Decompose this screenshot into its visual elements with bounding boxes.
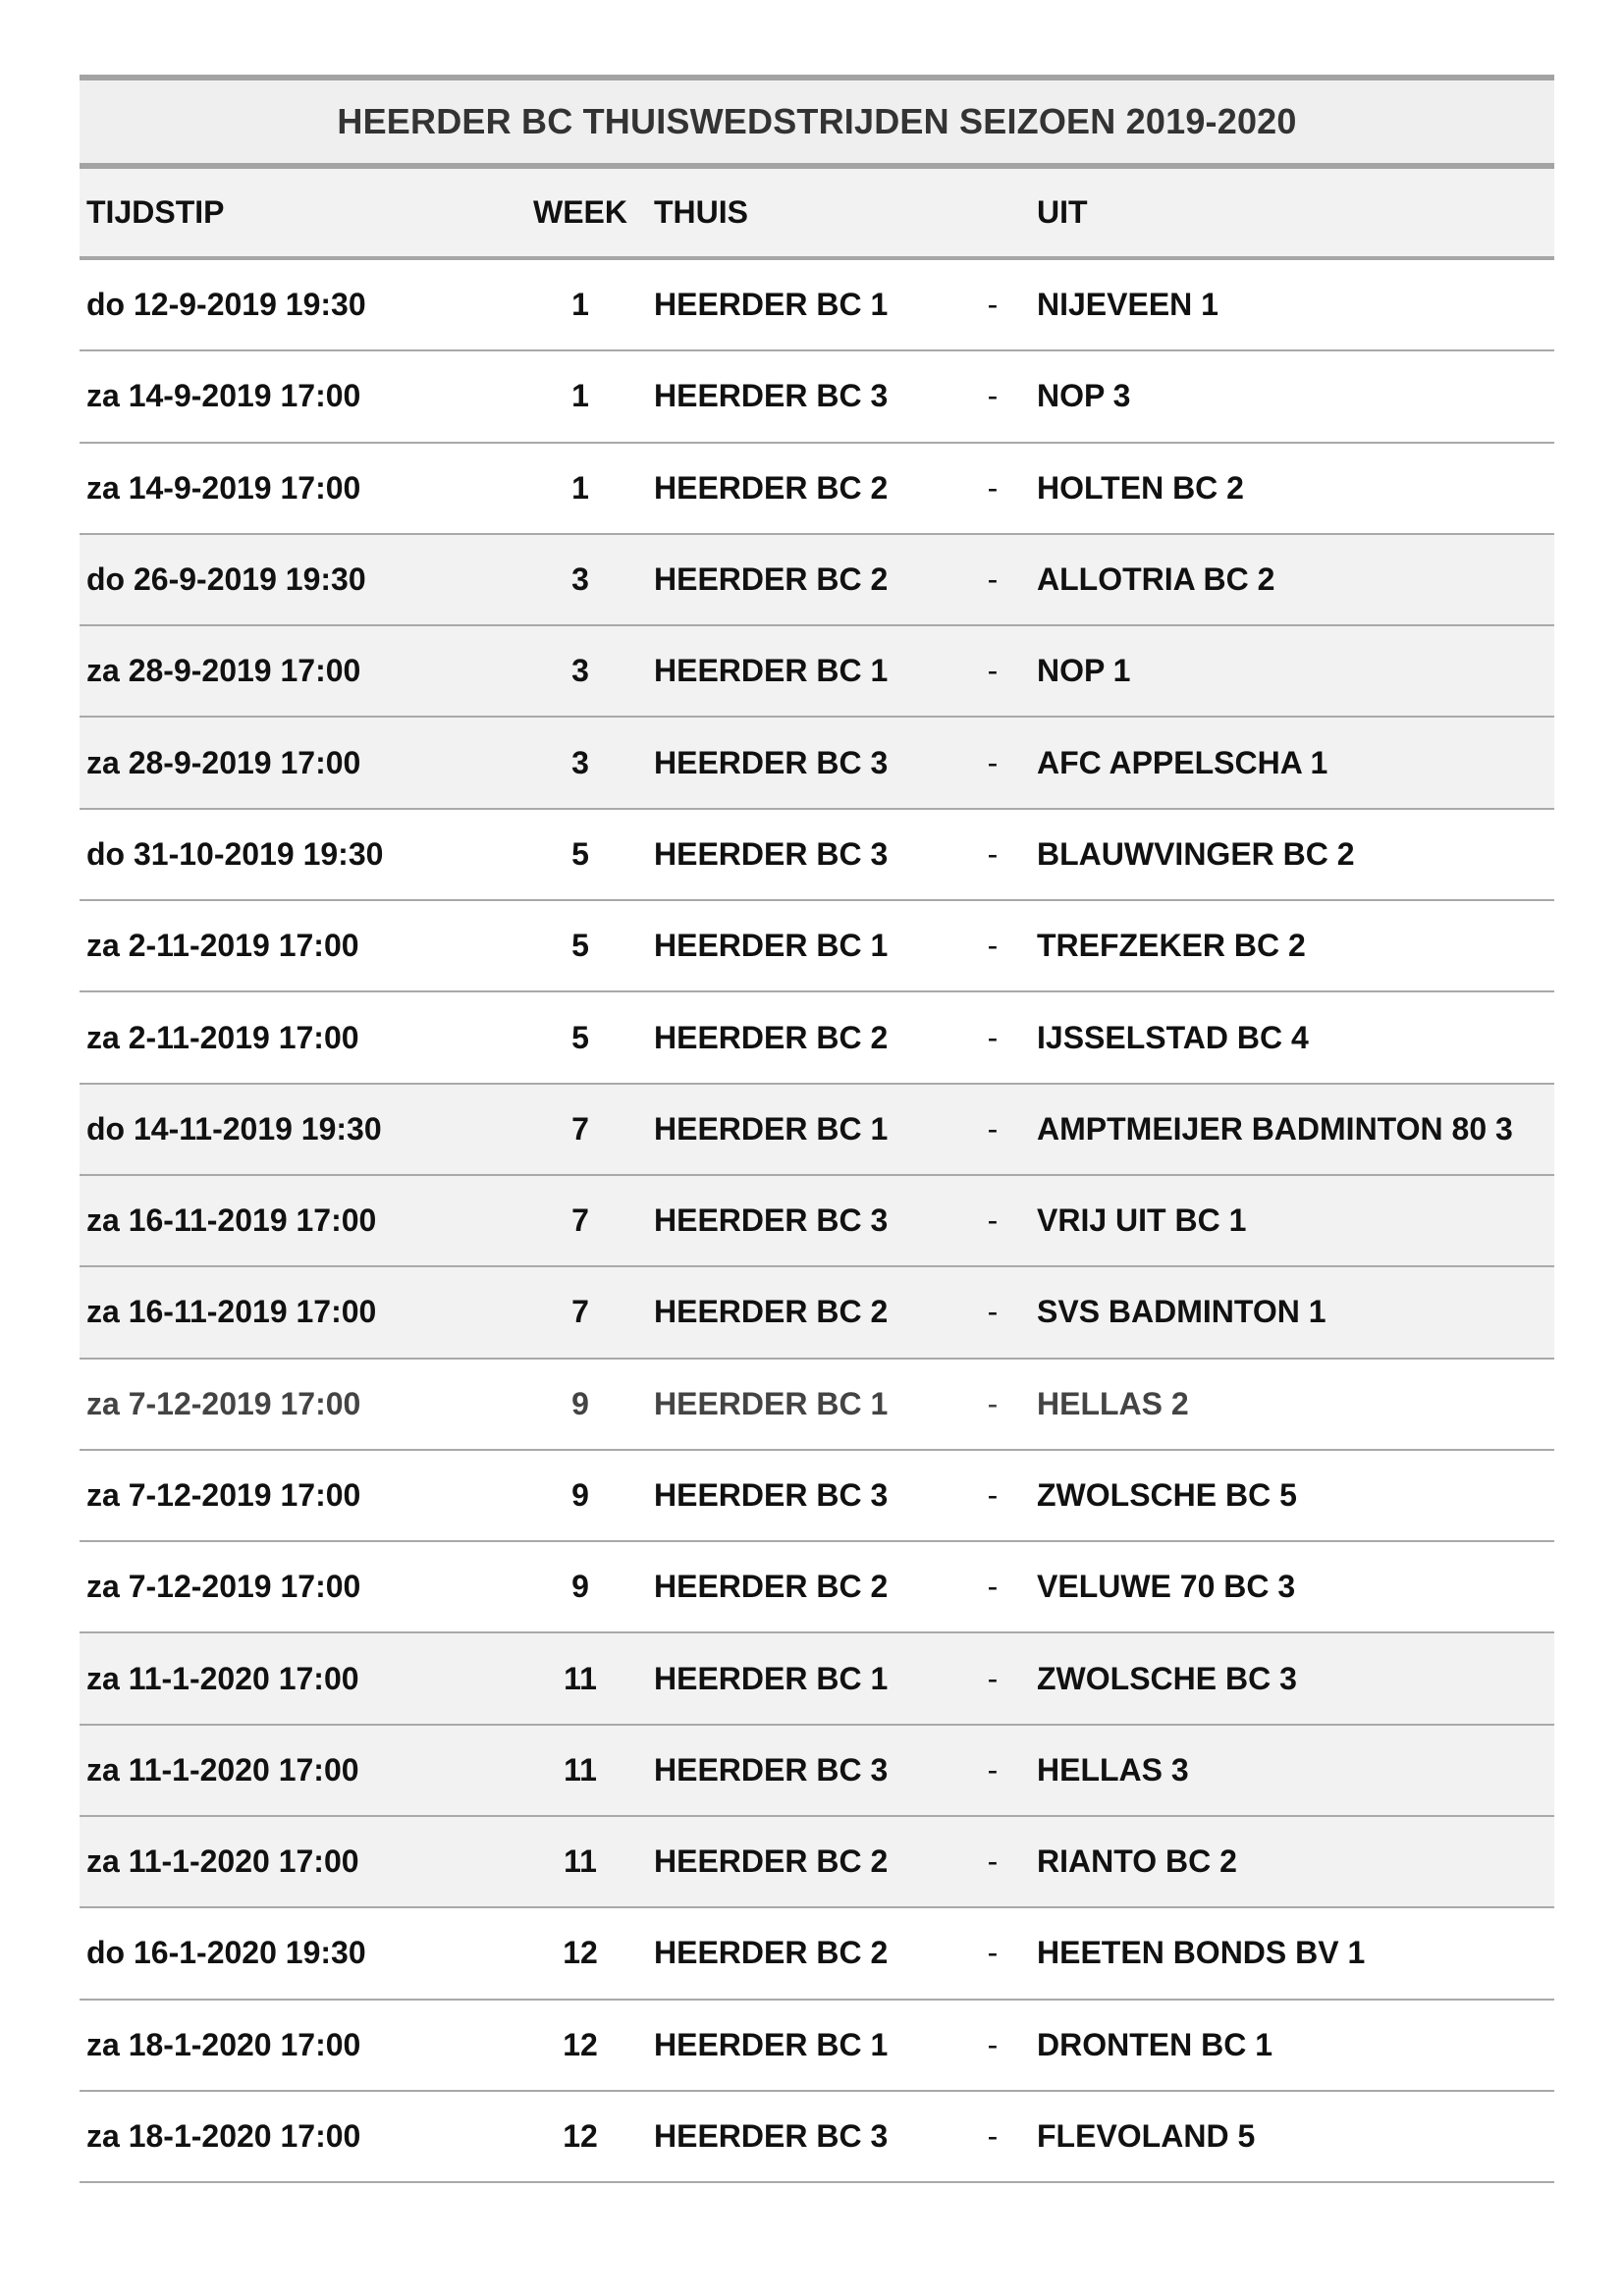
table-row bbox=[80, 260, 1554, 351]
table-row bbox=[80, 626, 1554, 718]
table-row bbox=[80, 810, 1554, 901]
cell-home: HEERDER BC 2 bbox=[654, 1294, 889, 1330]
page-title: HEERDER BC THUISWEDSTRIJDEN SEIZOEN 2019-2020 bbox=[337, 101, 1297, 141]
cell-away: TREFZEKER BC 2 bbox=[1037, 928, 1306, 964]
cell-time: za 2-11-2019 17:00 bbox=[86, 928, 359, 964]
cell-week: 1 bbox=[571, 287, 589, 323]
cell-week: 7 bbox=[571, 1294, 589, 1330]
table-header bbox=[80, 169, 1554, 260]
table-row bbox=[80, 1726, 1554, 1817]
cell-week: 3 bbox=[571, 744, 589, 780]
cell-away: ALLOTRIA BC 2 bbox=[1037, 561, 1275, 598]
cell-separator: - bbox=[987, 1110, 999, 1147]
cell-time: za 2-11-2019 17:00 bbox=[86, 1019, 359, 1055]
cell-home: HEERDER BC 2 bbox=[654, 1019, 889, 1055]
cell-home: HEERDER BC 2 bbox=[654, 1843, 889, 1880]
cell-time: do 31-10-2019 19:30 bbox=[86, 835, 384, 872]
cell-home: HEERDER BC 2 bbox=[654, 1935, 889, 1971]
cell-week: 3 bbox=[571, 561, 589, 598]
cell-week: 9 bbox=[571, 1477, 589, 1513]
cell-home: HEERDER BC 1 bbox=[654, 1660, 889, 1696]
table-row bbox=[80, 901, 1554, 992]
cell-separator: - bbox=[987, 561, 999, 598]
cell-away: IJSSELSTAD BC 4 bbox=[1037, 1019, 1309, 1055]
cell-separator: - bbox=[987, 928, 999, 964]
cell-time: za 28-9-2019 17:00 bbox=[86, 653, 361, 689]
schedule-table bbox=[80, 75, 1554, 2183]
cell-time: za 16-11-2019 17:00 bbox=[86, 1202, 377, 1239]
cell-week: 3 bbox=[571, 653, 589, 689]
cell-away: BLAUWVINGER BC 2 bbox=[1037, 835, 1355, 872]
cell-separator: - bbox=[987, 1660, 999, 1696]
cell-time: za 28-9-2019 17:00 bbox=[86, 744, 361, 780]
cell-away: AFC APPELSCHA 1 bbox=[1037, 744, 1328, 780]
cell-time: za 7-12-2019 17:00 bbox=[86, 1569, 361, 1605]
cell-home: HEERDER BC 1 bbox=[654, 1385, 889, 1421]
cell-home: HEERDER BC 1 bbox=[654, 928, 889, 964]
cell-separator: - bbox=[987, 1569, 999, 1605]
cell-away: FLEVOLAND 5 bbox=[1037, 2118, 1256, 2155]
table-row bbox=[80, 1360, 1554, 1451]
cell-time: za 7-12-2019 17:00 bbox=[86, 1385, 361, 1421]
cell-home: HEERDER BC 3 bbox=[654, 744, 889, 780]
cell-away: DRONTEN BC 1 bbox=[1037, 2026, 1273, 2062]
cell-separator: - bbox=[987, 1843, 999, 1880]
cell-week: 12 bbox=[563, 2026, 598, 2062]
cell-away: SVS BADMINTON 1 bbox=[1037, 1294, 1326, 1330]
cell-away: NOP 3 bbox=[1037, 378, 1131, 414]
cell-time: za 14-9-2019 17:00 bbox=[86, 469, 361, 506]
cell-separator: - bbox=[987, 378, 999, 414]
header-home: THUIS bbox=[654, 194, 748, 230]
cell-separator: - bbox=[987, 1935, 999, 1971]
cell-away: ZWOLSCHE BC 5 bbox=[1037, 1477, 1297, 1513]
cell-home: HEERDER BC 3 bbox=[654, 1202, 889, 1239]
cell-separator: - bbox=[987, 469, 999, 506]
cell-time: za 18-1-2020 17:00 bbox=[86, 2026, 361, 2062]
cell-week: 1 bbox=[571, 378, 589, 414]
header-away: UIT bbox=[1037, 194, 1088, 230]
cell-home: HEERDER BC 3 bbox=[654, 835, 889, 872]
cell-week: 11 bbox=[564, 1843, 597, 1880]
cell-time: za 16-11-2019 17:00 bbox=[86, 1294, 377, 1330]
cell-separator: - bbox=[987, 1385, 999, 1421]
cell-week: 11 bbox=[564, 1751, 597, 1788]
cell-time: do 16-1-2020 19:30 bbox=[86, 1935, 366, 1971]
cell-separator: - bbox=[987, 835, 999, 872]
cell-week: 12 bbox=[563, 2118, 598, 2155]
cell-time: do 12-9-2019 19:30 bbox=[86, 287, 366, 323]
table-row bbox=[80, 2092, 1554, 2183]
cell-time: za 11-1-2020 17:00 bbox=[86, 1751, 359, 1788]
table-row bbox=[80, 1908, 1554, 2000]
cell-time: za 11-1-2020 17:00 bbox=[86, 1660, 359, 1696]
cell-time: za 7-12-2019 17:00 bbox=[86, 1477, 361, 1513]
cell-away: NOP 1 bbox=[1037, 653, 1131, 689]
cell-week: 5 bbox=[571, 835, 589, 872]
cell-separator: - bbox=[987, 2026, 999, 2062]
cell-time: za 11-1-2020 17:00 bbox=[86, 1843, 359, 1880]
table-row bbox=[80, 718, 1554, 809]
cell-time: do 26-9-2019 19:30 bbox=[86, 561, 366, 598]
cell-home: HEERDER BC 1 bbox=[654, 2026, 889, 2062]
cell-time: do 14-11-2019 19:30 bbox=[86, 1110, 382, 1147]
cell-week: 1 bbox=[571, 469, 589, 506]
cell-home: HEERDER BC 3 bbox=[654, 2118, 889, 2155]
table-row bbox=[80, 992, 1554, 1084]
cell-away: VRIJ UIT BC 1 bbox=[1037, 1202, 1247, 1239]
cell-home: HEERDER BC 3 bbox=[654, 1477, 889, 1513]
cell-separator: - bbox=[987, 1477, 999, 1513]
table-row bbox=[80, 1633, 1554, 1725]
cell-away: AMPTMEIJER BADMINTON 80 3 bbox=[1037, 1110, 1513, 1147]
cell-away: VELUWE 70 BC 3 bbox=[1037, 1569, 1296, 1605]
header-time: TIJDSTIP bbox=[86, 194, 225, 230]
cell-separator: - bbox=[987, 1751, 999, 1788]
cell-away: RIANTO BC 2 bbox=[1037, 1843, 1237, 1880]
cell-separator: - bbox=[987, 2118, 999, 2155]
cell-week: 5 bbox=[571, 928, 589, 964]
cell-week: 12 bbox=[563, 1935, 598, 1971]
cell-week: 11 bbox=[564, 1660, 597, 1696]
cell-home: HEERDER BC 3 bbox=[654, 1751, 889, 1788]
cell-home: HEERDER BC 2 bbox=[654, 469, 889, 506]
table-row bbox=[80, 1085, 1554, 1176]
cell-away: HELLAS 2 bbox=[1037, 1385, 1189, 1421]
cell-away: NIJEVEEN 1 bbox=[1037, 287, 1218, 323]
cell-week: 7 bbox=[571, 1202, 589, 1239]
cell-separator: - bbox=[987, 1019, 999, 1055]
cell-away: ZWOLSCHE BC 3 bbox=[1037, 1660, 1297, 1696]
table-row bbox=[80, 535, 1554, 626]
cell-separator: - bbox=[987, 1202, 999, 1239]
cell-separator: - bbox=[987, 744, 999, 780]
table-row bbox=[80, 444, 1554, 535]
cell-away: HELLAS 3 bbox=[1037, 1751, 1189, 1788]
cell-home: HEERDER BC 1 bbox=[654, 1110, 889, 1147]
cell-separator: - bbox=[987, 653, 999, 689]
table-row bbox=[80, 2001, 1554, 2092]
cell-separator: - bbox=[987, 287, 999, 323]
table-row bbox=[80, 1542, 1554, 1633]
cell-away: HOLTEN BC 2 bbox=[1037, 469, 1244, 506]
table-row bbox=[80, 1176, 1554, 1267]
cell-separator: - bbox=[987, 1294, 999, 1330]
cell-week: 9 bbox=[571, 1385, 589, 1421]
header-week: WEEK bbox=[533, 194, 627, 230]
table-row bbox=[80, 1817, 1554, 1908]
cell-home: HEERDER BC 2 bbox=[654, 561, 889, 598]
table-row bbox=[80, 351, 1554, 443]
cell-home: HEERDER BC 3 bbox=[654, 378, 889, 414]
cell-home: HEERDER BC 1 bbox=[654, 287, 889, 323]
cell-week: 7 bbox=[571, 1110, 589, 1147]
table-row bbox=[80, 1267, 1554, 1359]
cell-home: HEERDER BC 1 bbox=[654, 653, 889, 689]
cell-week: 9 bbox=[571, 1569, 589, 1605]
cell-time: za 18-1-2020 17:00 bbox=[86, 2118, 361, 2155]
title-bar bbox=[80, 75, 1554, 169]
cell-home: HEERDER BC 2 bbox=[654, 1569, 889, 1605]
cell-away: HEETEN BONDS BV 1 bbox=[1037, 1935, 1366, 1971]
cell-week: 5 bbox=[571, 1019, 589, 1055]
table-row bbox=[80, 1451, 1554, 1542]
cell-time: za 14-9-2019 17:00 bbox=[86, 378, 361, 414]
